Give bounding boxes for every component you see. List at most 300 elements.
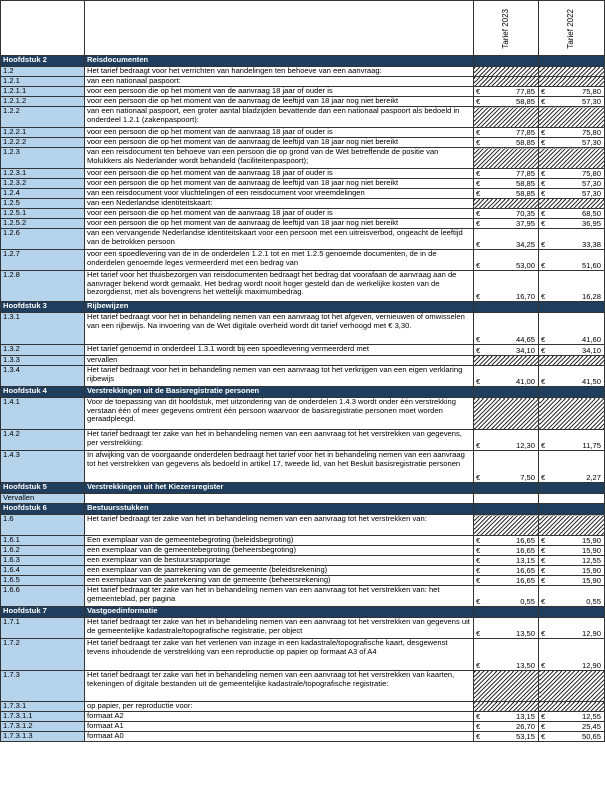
chapter-title: Bestuursstukken [85, 504, 474, 515]
currency-symbol: € [476, 565, 481, 575]
amount: 58,85 [515, 137, 535, 147]
table-row [1, 345, 605, 356]
row-number: 1.6.6 [1, 586, 85, 607]
currency-symbol: € [476, 127, 481, 137]
amount: 51,60 [581, 260, 601, 270]
row-number: Vervallen [1, 494, 85, 504]
currency-symbol: € [476, 660, 481, 670]
value-2023 [474, 229, 539, 250]
value-2022 [539, 138, 605, 148]
amount: 37,95 [515, 218, 535, 228]
table-row [1, 398, 605, 430]
currency-symbol: € [541, 188, 546, 198]
chapter-header-row [1, 56, 605, 67]
amount: 15,90 [581, 535, 601, 545]
chapter-blank-2022 [539, 483, 605, 494]
currency-symbol: € [541, 239, 546, 249]
value-2023 [474, 87, 539, 97]
value-2022 [539, 229, 605, 250]
table-row [1, 556, 605, 566]
row-description: In afwijking van de voorgaande onderdelen bedraagt het tarief voor het in behandeling nemen van een aanvraag tot het verstrekken van gegevens als bedoeld in artikel 17, tweede lid, van het Besluit basisregistratie personen [85, 451, 474, 483]
table-row [1, 702, 605, 712]
amount: 41,00 [515, 376, 535, 386]
table-row [1, 451, 605, 483]
currency-symbol: € [541, 208, 546, 218]
value-2023 [474, 546, 539, 556]
row-description: een exemplaar van de jaarrekening van de gemeente (beheersrekening) [85, 576, 474, 586]
row-description: voor een persoon die op het moment van de aanvraag de leeftijd van 18 jaar nog niet bereikt [85, 97, 474, 107]
currency-symbol: € [476, 260, 481, 270]
row-number: 1.2.5.1 [1, 209, 85, 219]
value-2023 [474, 219, 539, 229]
currency-symbol: € [476, 86, 481, 96]
row-description: Het tarief bedraagt ter zake van het verlenen van inzage in een kadastrale/topografische kaart, desgewenst tevens inhoudende de verstrekking van een reproductie op papier op formaat A3 of A4 [85, 639, 474, 671]
amount: 12,90 [581, 628, 601, 638]
value-2023 [474, 366, 539, 387]
row-number: 1.2.1 [1, 77, 85, 87]
currency-symbol: € [541, 575, 546, 585]
value-2023 [474, 556, 539, 566]
value-2023 [474, 169, 539, 179]
row-description: voor een persoon die op het moment van de aanvraag de leeftijd van 18 jaar nog niet bereikt [85, 179, 474, 189]
currency-symbol: € [476, 208, 481, 218]
chapter-blank-2022 [539, 607, 605, 618]
amount: 53,00 [515, 260, 535, 270]
currency-symbol: € [541, 345, 546, 355]
amount: 41,50 [581, 376, 601, 386]
chapter-blank-2022 [539, 302, 605, 313]
currency-symbol: € [541, 711, 546, 721]
amount: 34,10 [515, 345, 535, 355]
currency-symbol: € [541, 555, 546, 565]
row-description: voor een persoon die op het moment van de aanvraag 18 jaar of ouder is [85, 169, 474, 179]
row-number: 1.7.3.1.3 [1, 732, 85, 742]
row-number: 1.2.3.2 [1, 179, 85, 189]
row-number: 1.7.2 [1, 639, 85, 671]
value-2022 [539, 128, 605, 138]
value-2023 [474, 639, 539, 671]
amount: 57,30 [581, 178, 601, 188]
value-2022 [539, 586, 605, 607]
value-2022 [539, 219, 605, 229]
table-row [1, 576, 605, 586]
amount: 16,65 [515, 575, 535, 585]
row-description: Het tarief bedraagt ter zake van het in behandeling nemen van een aanvraag tot het verstrekken van gegevens uit de gemeentelijke kadastrale/topografische registratie, per object [85, 618, 474, 639]
row-description: voor een persoon die op het moment van de aanvraag de leeftijd van 18 jaar nog niet bereikt [85, 219, 474, 229]
value-2023-hatched [474, 148, 539, 169]
row-description: formaat A2 [85, 712, 474, 722]
currency-symbol: € [476, 334, 481, 344]
currency-symbol: € [476, 596, 481, 606]
row-number: 1.3.3 [1, 356, 85, 366]
table-row [1, 586, 605, 607]
row-description: Het tarief bedraagt ter zake van het in behandeling nemen van een aanvraag tot het verstrekken van kaarten, tekeningen of digitale bestanden uit de gemeentelijke kadastrale/topografische registratie: [85, 671, 474, 702]
value-2023-hatched [474, 671, 539, 702]
amount: 16,65 [515, 565, 535, 575]
value-2022 [539, 271, 605, 302]
currency-symbol: € [541, 472, 546, 482]
table-row [1, 313, 605, 345]
amount: 50,65 [581, 731, 601, 741]
value-2022 [539, 639, 605, 671]
row-number: 1.7.3.1.2 [1, 722, 85, 732]
currency-symbol: € [476, 440, 481, 450]
table-row [1, 179, 605, 189]
chapter-blank-2022 [539, 504, 605, 515]
row-number: 1.2.3.1 [1, 169, 85, 179]
column-header-2022: Tarief 2022 [539, 1, 605, 56]
currency-symbol: € [541, 86, 546, 96]
row-number: 1.7.1 [1, 618, 85, 639]
chapter-blank-2023 [474, 302, 539, 313]
row-description: Het tarief genoemd in onderdeel 1.3.1 wordt bij een spoedlevering vermeerderd met [85, 345, 474, 356]
value-2022 [539, 618, 605, 639]
chapter-header-row [1, 387, 605, 398]
value-2022 [539, 345, 605, 356]
amount: 16,28 [581, 291, 601, 301]
row-number: 1.3.4 [1, 366, 85, 387]
value-2022 [539, 536, 605, 546]
row-description: van een nationaal paspoort: [85, 77, 474, 87]
currency-symbol: € [541, 334, 546, 344]
currency-symbol: € [541, 440, 546, 450]
chapter-blank-2023 [474, 483, 539, 494]
table-row [1, 209, 605, 219]
value-2023 [474, 345, 539, 356]
value-2023 [474, 618, 539, 639]
table-row [1, 67, 605, 77]
value-2022 [539, 712, 605, 722]
row-number: 1.2.6 [1, 229, 85, 250]
table-row [1, 536, 605, 546]
value-2023-hatched [474, 702, 539, 712]
chapter-title: Reisdocumenten [85, 56, 474, 67]
row-number: 1.2.4 [1, 189, 85, 199]
row-number: 1.6.4 [1, 566, 85, 576]
table-row [1, 430, 605, 451]
chapter-header-row [1, 607, 605, 618]
currency-symbol: € [476, 218, 481, 228]
row-description: op papier, per reproductie voor: [85, 702, 474, 712]
chapter-blank-2023 [474, 504, 539, 515]
value-2023 [474, 271, 539, 302]
table-row [1, 618, 605, 639]
value-2023-hatched [474, 67, 539, 77]
value-2022-hatched [539, 671, 605, 702]
amount: 13,50 [515, 628, 535, 638]
currency-symbol: € [541, 660, 546, 670]
currency-symbol: € [541, 628, 546, 638]
value-2023 [474, 97, 539, 107]
value-2022 [539, 556, 605, 566]
currency-symbol: € [476, 628, 481, 638]
currency-symbol: € [541, 535, 546, 545]
row-description: Het tarief bedraagt voor het in behandeling nemen van een aanvraag tot het verkrijgen van een eigen verklaring rijbewijs [85, 366, 474, 387]
row-description: Het tarief bedraagt ter zake van het in behandeling nemen van een aanvraag tot het verstrekken van gegevens, per verstrekking: [85, 430, 474, 451]
row-number: 1.2.2.1 [1, 128, 85, 138]
value-2023 [474, 250, 539, 271]
amount: 44,65 [515, 334, 535, 344]
value-2022-hatched [539, 398, 605, 430]
currency-symbol: € [541, 127, 546, 137]
currency-symbol: € [476, 472, 481, 482]
row-description: Het tarief bedraagt voor het verrichten van handelingen ten behoeve van een aanvraag: [85, 67, 474, 77]
row-number: 1.6.1 [1, 536, 85, 546]
value-2022 [539, 430, 605, 451]
row-number: 1.2.3 [1, 148, 85, 169]
row-number: 1.7.3.1 [1, 702, 85, 712]
value-2022-hatched [539, 107, 605, 128]
table-row [1, 138, 605, 148]
row-description: voor een spoedlevering van de in de onderdelen 1.2.1 tot en met 1.2.5 genoemde documenten, de in de onderdelen genoemde leges vermeerderd met een bedrag van [85, 250, 474, 271]
chapter-blank-2022 [539, 56, 605, 67]
currency-symbol: € [476, 376, 481, 386]
chapter-title: Verstrekkingen uit het Kiezersregister [85, 483, 474, 494]
amount: 13,50 [515, 660, 535, 670]
value-2023 [474, 179, 539, 189]
currency-symbol: € [541, 376, 546, 386]
table-row [1, 356, 605, 366]
table-row [1, 494, 605, 504]
value-2022 [539, 722, 605, 732]
currency-symbol: € [541, 565, 546, 575]
row-number: 1.6.5 [1, 576, 85, 586]
amount: 77,85 [515, 168, 535, 178]
row-number: 1.2.5 [1, 199, 85, 209]
row-number: 1.6 [1, 515, 85, 536]
amount: 33,38 [581, 239, 601, 249]
currency-symbol: € [476, 721, 481, 731]
currency-symbol: € [476, 168, 481, 178]
amount: 7,50 [520, 472, 535, 482]
table-row [1, 546, 605, 556]
row-description: een exemplaar van de gemeentebegroting (beheersbegroting) [85, 546, 474, 556]
row-description: formaat A0 [85, 732, 474, 742]
chapter-header-row [1, 504, 605, 515]
table-row [1, 250, 605, 271]
currency-symbol: € [541, 96, 546, 106]
value-2022 [539, 732, 605, 742]
currency-symbol: € [476, 188, 481, 198]
currency-symbol: € [541, 721, 546, 731]
chapter-header-row [1, 483, 605, 494]
table-row [1, 97, 605, 107]
row-description: vervallen [85, 356, 474, 366]
amount: 57,30 [581, 137, 601, 147]
value-2023 [474, 128, 539, 138]
chapter-blank-2023 [474, 56, 539, 67]
column-header-2023: Tarief 2023 [474, 1, 539, 56]
row-description: voor een persoon die op het moment van de aanvraag 18 jaar of ouder is [85, 128, 474, 138]
currency-symbol: € [541, 291, 546, 301]
table-row [1, 128, 605, 138]
currency-symbol: € [476, 545, 481, 555]
table-row [1, 271, 605, 302]
row-description: een exemplaar van de bestuursrapportage [85, 556, 474, 566]
row-description: voor een persoon die op het moment van de aanvraag 18 jaar of ouder is [85, 87, 474, 97]
table-row [1, 87, 605, 97]
row-description: Een exemplaar van de gemeentebegroting (beleidsbegroting) [85, 536, 474, 546]
table-row [1, 148, 605, 169]
row-number: 1.2.1.1 [1, 87, 85, 97]
row-description: Het tarief bedraagt ter zake van het in behandeling nemen van een aanvraag tot het verstrekken van: het gemeenteblad, per pagina [85, 586, 474, 607]
value-2022 [539, 179, 605, 189]
row-number: 1.2.1.2 [1, 97, 85, 107]
amount: 58,85 [515, 178, 535, 188]
row-number: 1.6.2 [1, 546, 85, 556]
currency-symbol: € [541, 178, 546, 188]
amount: 2,27 [586, 472, 601, 482]
table-row [1, 107, 605, 128]
value-2022 [539, 250, 605, 271]
amount: 36,95 [581, 218, 601, 228]
amount: 58,85 [515, 96, 535, 106]
table-row [1, 671, 605, 702]
value-2023 [474, 451, 539, 483]
value-2022 [539, 313, 605, 345]
currency-symbol: € [476, 137, 481, 147]
row-number: 1.2 [1, 67, 85, 77]
chapter-header-row [1, 302, 605, 313]
currency-symbol: € [541, 168, 546, 178]
header-empty-number [1, 1, 85, 56]
amount: 16,65 [515, 535, 535, 545]
value-2022 [539, 546, 605, 556]
amount: 12,30 [515, 440, 535, 450]
amount: 75,80 [581, 127, 601, 137]
amount: 41,60 [581, 334, 601, 344]
amount: 0,55 [520, 596, 535, 606]
value-2022-hatched [539, 356, 605, 366]
currency-symbol: € [541, 596, 546, 606]
value-2022 [539, 576, 605, 586]
amount: 15,90 [581, 545, 601, 555]
amount: 53,15 [515, 731, 535, 741]
amount: 0,55 [586, 596, 601, 606]
amount: 77,85 [515, 86, 535, 96]
value-2022-hatched [539, 148, 605, 169]
row-description: Het tarief bedraagt voor het in behandeling nemen van een aanvraag tot het afgeven, vernieuwen of omwisselen van een rijbewijs. Na invoering van de Wet digitale overheid wordt dit tarief verhoogd met € 3,30. [85, 313, 474, 345]
chapter-number: Hoofdstuk 4 [1, 387, 85, 398]
value-2022 [539, 366, 605, 387]
value-2023 [474, 732, 539, 742]
currency-symbol: € [476, 239, 481, 249]
table-row [1, 515, 605, 536]
amount: 75,80 [581, 86, 601, 96]
value-2023 [474, 566, 539, 576]
row-number: 1.2.2.2 [1, 138, 85, 148]
value-2023-hatched [474, 199, 539, 209]
value-2022 [539, 566, 605, 576]
row-description: van een Nederlandse identiteitskaart: [85, 199, 474, 209]
currency-symbol: € [541, 260, 546, 270]
chapter-number: Hoofdstuk 3 [1, 302, 85, 313]
row-description: een exemplaar van de jaarrekening van de gemeente (beleidsrekening) [85, 566, 474, 576]
currency-symbol: € [476, 345, 481, 355]
value-2023 [474, 722, 539, 732]
row-description: van een reisdocument voor vluchtelingen of een reisdocument voor vreemdelingen [85, 189, 474, 199]
amount: 16,70 [515, 291, 535, 301]
header-empty-description [85, 1, 474, 56]
currency-symbol: € [476, 96, 481, 106]
amount: 16,65 [515, 545, 535, 555]
table-row [1, 189, 605, 199]
table-row [1, 566, 605, 576]
value-2023 [474, 313, 539, 345]
amount: 13,15 [515, 711, 535, 721]
chapter-title: Vastgoedinformatie [85, 607, 474, 618]
value-2023 [474, 189, 539, 199]
row-description [85, 494, 474, 504]
value-2022-empty [539, 494, 605, 504]
value-2023 [474, 430, 539, 451]
value-2023-empty [474, 494, 539, 504]
value-2022 [539, 87, 605, 97]
chapter-title: Rijbewijzen [85, 302, 474, 313]
value-2022 [539, 189, 605, 199]
table-row [1, 169, 605, 179]
table-row [1, 732, 605, 742]
table-row [1, 712, 605, 722]
row-description: formaat A1 [85, 722, 474, 732]
row-number: 1.4.3 [1, 451, 85, 483]
row-number: 1.4.1 [1, 398, 85, 430]
amount: 15,90 [581, 575, 601, 585]
value-2022-hatched [539, 702, 605, 712]
amount: 57,30 [581, 96, 601, 106]
amount: 34,10 [581, 345, 601, 355]
row-description: Het tarief bedraagt ter zake van het in behandeling nemen van een aanvraag tot het verstrekken van: [85, 515, 474, 536]
currency-symbol: € [541, 218, 546, 228]
table-row [1, 77, 605, 87]
value-2023-hatched [474, 77, 539, 87]
table-row [1, 229, 605, 250]
amount: 25,45 [581, 721, 601, 731]
row-description: voor een persoon die op het moment van de aanvraag de leeftijd van 18 jaar nog niet bereikt [85, 138, 474, 148]
row-description: van een nationaal paspoort, een groter aantal bladzijden bevattende dan een nationaal paspoort als bedoeld in onderdeel 1.2.1 (zakenpaspoort): [85, 107, 474, 128]
row-number: 1.3.1 [1, 313, 85, 345]
amount: 68,50 [581, 208, 601, 218]
amount: 77,85 [515, 127, 535, 137]
value-2022 [539, 169, 605, 179]
currency-symbol: € [476, 555, 481, 565]
table-row [1, 722, 605, 732]
row-number: 1.4.2 [1, 430, 85, 451]
value-2023 [474, 586, 539, 607]
amount: 75,80 [581, 168, 601, 178]
value-2023 [474, 209, 539, 219]
amount: 12,55 [581, 711, 601, 721]
chapter-number: Hoofdstuk 5 [1, 483, 85, 494]
currency-symbol: € [541, 137, 546, 147]
currency-symbol: € [476, 178, 481, 188]
value-2023-hatched [474, 356, 539, 366]
currency-symbol: € [476, 291, 481, 301]
value-2023-hatched [474, 107, 539, 128]
amount: 34,25 [515, 239, 535, 249]
value-2023-hatched [474, 515, 539, 536]
row-number: 1.2.2 [1, 107, 85, 128]
value-2022-hatched [539, 77, 605, 87]
currency-symbol: € [476, 535, 481, 545]
row-description: van een vervangende Nederlandse identiteitskaart voor een persoon met een uitreisverbod, ongeacht de leeftijd van de betrokken persoon [85, 229, 474, 250]
value-2023-hatched [474, 398, 539, 430]
row-description: Voor de toepassing van dit hoofdstuk, met uitzondering van de onderdelen 1.4.3 wordt onder één verstrekking verstaan één of meer gegevens omtrent één persoon waarvoor de basisregistratie personen moet worden geraadpleegd. [85, 398, 474, 430]
value-2022-hatched [539, 67, 605, 77]
amount: 26,70 [515, 721, 535, 731]
amount: 13,15 [515, 555, 535, 565]
amount: 12,90 [581, 660, 601, 670]
